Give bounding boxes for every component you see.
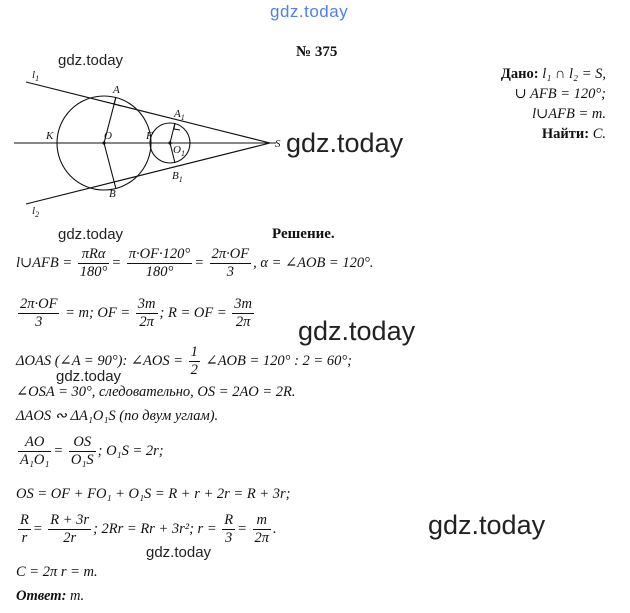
fraction: $\frac{2\pi\cdot OF}{3}$ [211, 246, 250, 280]
text: ∠AOB = 120° : 2 = 60°; [205, 352, 352, 369]
solution-line-2 [16, 296, 256, 331]
fraction: $\frac{1}{2}$ [190, 344, 198, 378]
fraction: $\frac{2\pi\cdot OF}{3}$ [20, 296, 58, 330]
watermark: gdz.today [286, 128, 404, 158]
fraction: $\frac{\text{πRα}}{180^\circ}$ [79, 246, 108, 280]
radius-OB [104, 143, 116, 189]
given-line2: ∪ AFB = 120°; [514, 86, 606, 102]
solution-line-4: ∠OSA = 30°, следовательно, OS = 2AO = 2R. [16, 384, 296, 400]
watermark: gdz.today [428, 510, 546, 540]
label-B: B [109, 188, 116, 200]
solution-heading: Решение. [272, 226, 335, 242]
given-line3: l∪AFB = m. [532, 106, 606, 122]
label-A: A [113, 84, 120, 96]
fraction: $\frac{3m}{2\pi}$ [137, 296, 156, 330]
given-label: Дано [500, 66, 534, 82]
label-O1: $O_1$ [173, 144, 185, 158]
label-F: F [146, 130, 153, 142]
solution-line-8: $\frac{R}{r}$ = $\frac{R + 3r}{2r}$ ; 2Rr = Rr + 3r²; r = $\frac{R}{3}$ = $\frac{m}{2\pi}$ . [20, 512, 277, 546]
tangent-line-l2 [26, 143, 270, 204]
solution-line-1: l∪AFB = $\frac{\text{πRα}}{180^\circ}$ = $\frac{\pi\cdot OF\cdot 120^\circ}{180^\circ}$ = $\frac{2\pi\cdot OF}{3}$ , α = ∠AOB = 120°. [16, 246, 374, 280]
problem-number: № 375 [296, 44, 338, 60]
text: = m; OF = [65, 304, 131, 321]
fraction: $\frac{AO}{\text{A₁O₁}}$ [20, 434, 50, 468]
fraction: $\frac{R + 3r}{2r}$ [50, 512, 90, 546]
fraction: $\frac{3m}{2\pi}$ [234, 296, 252, 330]
answer-line: Ответ: m. [16, 588, 85, 604]
answer-label: Ответ [16, 588, 62, 604]
watermark-top: gdz.today [270, 2, 349, 21]
arc-length-symbol: l∪AFB [16, 254, 59, 271]
text: , α = ∠AOB = 120°. [253, 254, 374, 271]
text: ; 2Rr = Rr + 3r²; r = [93, 520, 217, 537]
given-line1: l₁ ∩ l₂ = S, [542, 66, 606, 82]
label-S: S [275, 138, 281, 150]
watermark: gdz.today [58, 226, 124, 243]
label-K: K [46, 130, 54, 142]
fraction: $\frac{m}{2\pi}$ [254, 512, 270, 546]
fraction: $\frac{\pi\cdot OF\cdot 120^\circ}{180^\circ}$ [128, 246, 191, 280]
text: ; R = OF = [159, 304, 227, 321]
fraction: $\frac{R}{r}$ [20, 512, 29, 546]
fraction: $\frac{OS}{\text{O₁S}}$ [70, 434, 94, 468]
watermark: gdz.today [56, 368, 122, 385]
label-B1: $B_1$ [172, 170, 183, 184]
text: ; O₁S = 2r; [97, 442, 164, 459]
answer-value: m. [70, 588, 85, 604]
fraction: $\frac{R}{3}$ [224, 512, 234, 546]
label-O: O [104, 130, 112, 142]
label-l1: $l_1$ [32, 69, 40, 83]
given-block: Дано: l₁ ∩ l₂ = S, ∪ AFB = 120°; l∪AFB = m. Найти: C. [500, 66, 606, 142]
solution-line-7: OS = OF + FO₁ + O₁S = R + r + 2r = R + 3r; [16, 486, 291, 502]
solution-line-3 [16, 344, 352, 379]
watermark: gdz.today [298, 316, 416, 346]
text: ΔOAS (∠A = 90°): ∠AOS = [16, 352, 184, 369]
watermark: gdz.today [58, 52, 124, 69]
watermark: gdz.today [146, 544, 212, 561]
find-value: C. [592, 126, 606, 142]
solution-line-5: ΔAOS ∾ ΔA₁O₁S (по двум углам). [16, 408, 219, 424]
solution-line-6: $\frac{AO}{\text{A₁O₁}}$ = $\frac{OS}{\text{O₁S}}$ ; O₁S = 2r; [20, 434, 164, 468]
label-A1: $A_1$ [174, 108, 185, 122]
label-l2: $l_2$ [32, 205, 40, 219]
find-label: Найти [541, 126, 585, 142]
solution-line-9: C = 2π r = m. [16, 564, 98, 580]
